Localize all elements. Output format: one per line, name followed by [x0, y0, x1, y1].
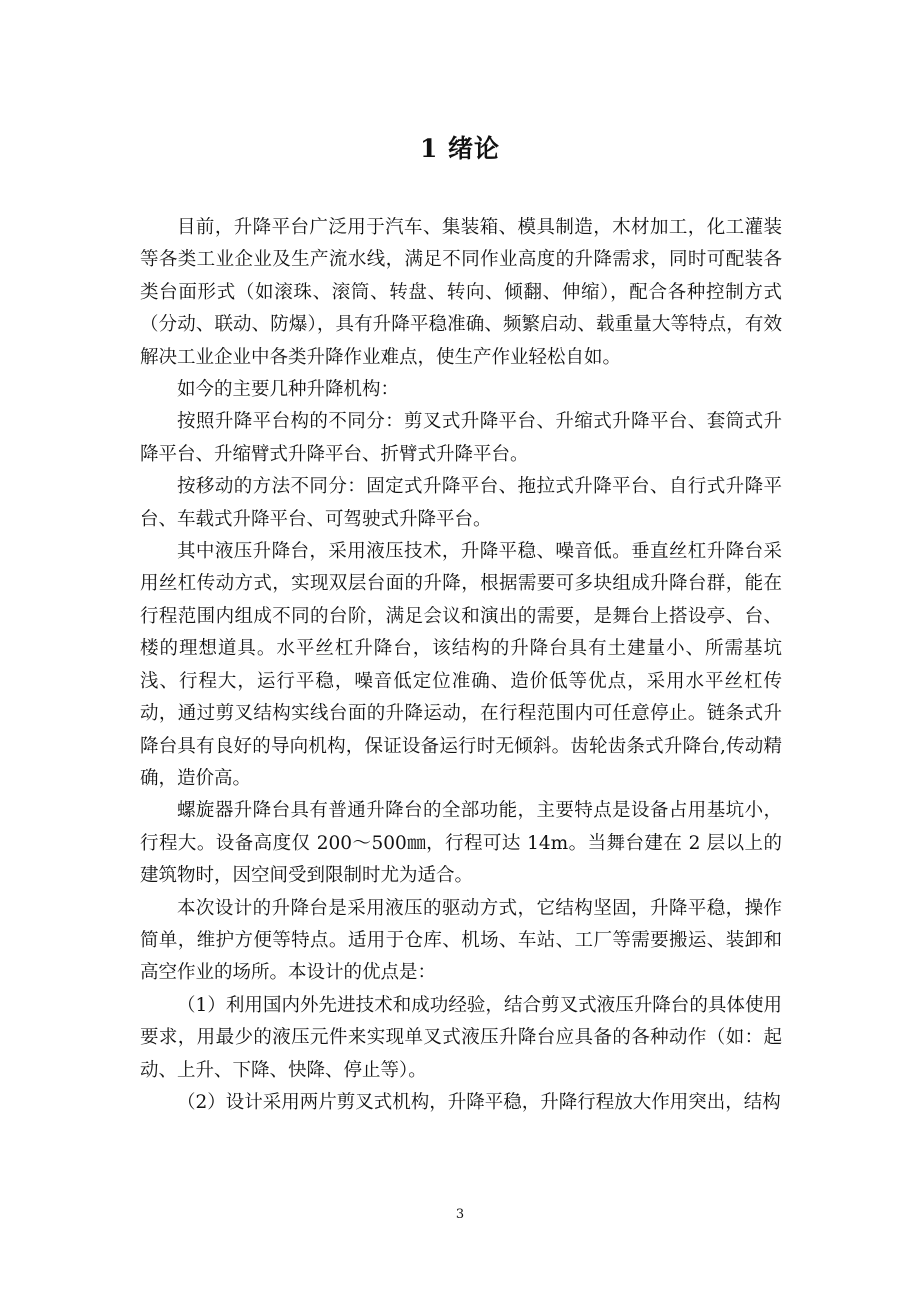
paragraph-by-structure: 按照升降平台构的不同分：剪叉式升降平台、升缩式升降平台、套筒式升降平台、升缩臂式升降平台、折臂式升降平台。 — [140, 411, 782, 465]
paragraph-spiral-lift: 螺旋器升降台具有普通升降台的全部功能，主要特点是设备占用基坑小，行程大。设备高度仅 200～500㎜，行程可达 14m。当舞台建在 2 层以上的建筑物时，因空间受到限制时尤为适合。 — [140, 800, 782, 887]
body-text — [140, 212, 782, 1119]
paragraph-advantage-2: （2）设计采用两片剪叉式机构，升降平稳，升降行程放大作用突出，结构 — [177, 1091, 781, 1113]
paragraph-lift-types: 其中液压升降台，采用液压技术，升降平稳、噪音低。垂直丝杠升降台采用丝杠传动方式，实现双层台面的升降，根据需要可多块组成升降台群，能在行程范围内组成不同的台阶，满足会议和演出的需要，是舞台上搭设亭、台、楼的理想道具。水平丝杠升降台，该结构的升降台具有土建量小、所需基坑浅、行程大，运行平稳，噪音低定位准确、造价低等优点，采用水平丝杠传动，通过剪叉结构实线台面的升降运动，在行程范围内可任意停止。链条式升降台具有良好的导向机构，保证设备运行时无倾斜。齿轮齿条式升降台,传动精确，造价高。 — [140, 541, 782, 789]
paragraph-intro: 目前，升降平台广泛用于汽车、集装箱、模具制造，木材加工，化工灌装等各类工业企业及生产流水线，满足不同作业高度的升降需求，同时可配装各类台面形式（如滚珠、滚筒、转盘、转向、倾翻、伸缩），配合各种控制方式（分动、联动、防爆），具有升降平稳准确、频繁启动、载重量大等特点，有效解决工业企业中各类升降作业难点，使生产作业轻松自如。 — [140, 217, 782, 368]
page-number: 3 — [455, 1207, 465, 1222]
paragraph-by-movement: 按移动的方法不同分：固定式升降平台、拖拉式升降平台、自行式升降平台、车载式升降平台、可驾驶式升降平台。 — [140, 476, 782, 530]
chapter-title: 1 绪论 — [419, 134, 501, 163]
paragraph-mechanisms-heading: 如今的主要几种升降机构： — [177, 379, 400, 401]
paragraph-this-design: 本次设计的升降台是采用液压的驱动方式，它结构坚固，升降平稳，操作简单，维护方便等特点。适用于仓库、机场、车站、工厂等需要搬运、装卸和高空作业的场所。本设计的优点是： — [140, 897, 782, 984]
paragraph-advantage-1: （1）利用国内外先进技术和成功经验，结合剪叉式液压升降台的具体使用要求，用最少的液压元件来实现单叉式液压升降台应具备的各种动作（如：起动、上升、下降、快降、停止等）。 — [140, 994, 782, 1081]
